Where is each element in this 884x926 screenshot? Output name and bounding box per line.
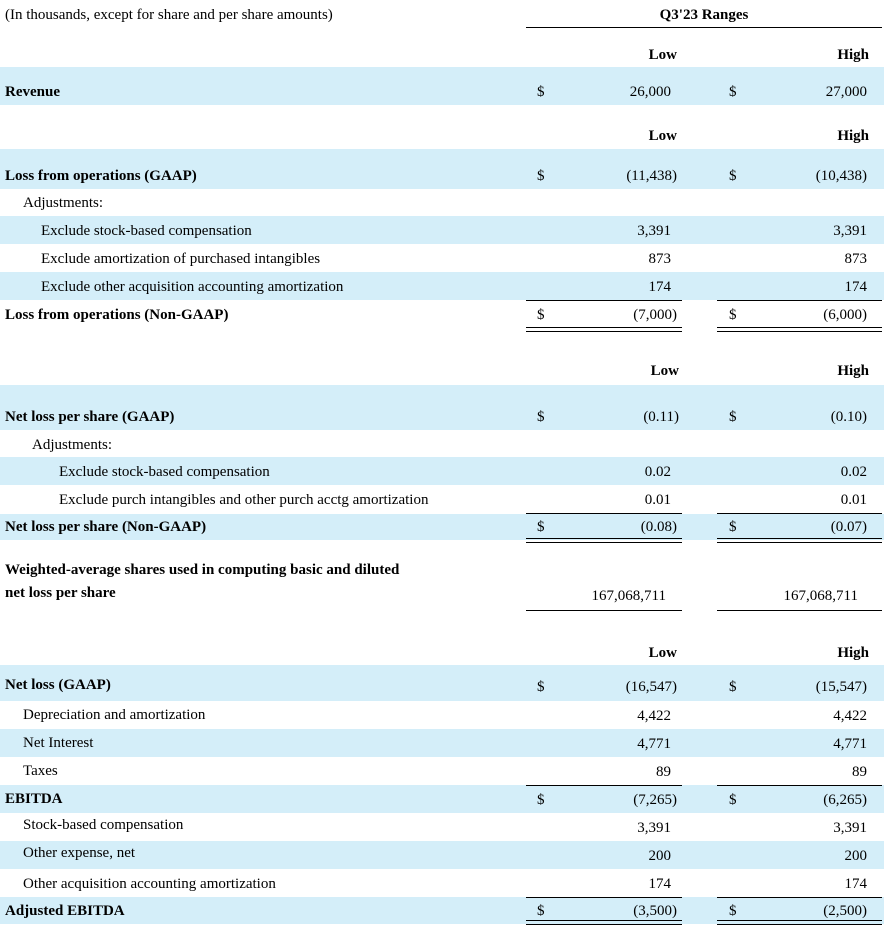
row-label: Net loss per share (Non-GAAP) [5, 519, 207, 535]
value-low: (7,000) [633, 307, 677, 323]
value-high: 27,000 [825, 84, 867, 100]
row-label: Loss from operations (Non-GAAP) [5, 307, 229, 323]
value-high: (10,438) [815, 168, 867, 184]
col-header-low: Low [648, 47, 677, 63]
revenue-row [0, 67, 884, 105]
row-label: Revenue [5, 84, 60, 100]
value-low: 167,068,711 [591, 588, 666, 604]
value-low: (16,547) [625, 679, 677, 695]
header-rule [526, 27, 882, 28]
row-label: Other expense, net [23, 845, 136, 861]
total-double-rule [526, 327, 682, 332]
value-low: (7,265) [633, 792, 677, 808]
row-label: Exclude stock-based compensation [59, 464, 270, 480]
currency-sign: $ [537, 679, 545, 695]
value-low: 0.01 [644, 492, 671, 508]
value-high: 200 [844, 848, 867, 864]
currency-sign: $ [537, 168, 545, 184]
value-high: 174 [844, 279, 867, 295]
value-low: 89 [656, 764, 671, 780]
col-header-row [0, 40, 884, 66]
row-label: Loss from operations (GAAP) [5, 168, 197, 184]
eps-gaap-row [0, 363, 884, 430]
value-low: (3,500) [633, 903, 677, 919]
value-high: (0.10) [830, 409, 867, 425]
value-low: 0.02 [644, 464, 671, 480]
value-high: 3,391 [833, 223, 867, 239]
col-header-row [0, 120, 884, 148]
currency-sign: $ [729, 679, 737, 695]
shares-row [0, 555, 884, 610]
row-label: Net loss per share (GAAP) [5, 409, 175, 425]
row-label: Net loss (GAAP) [5, 677, 111, 693]
value-high: (0.07) [830, 519, 867, 535]
value-low: 3,391 [637, 820, 671, 836]
col-header-high: High [837, 47, 869, 63]
currency-sign: $ [537, 519, 545, 535]
currency-sign: $ [729, 792, 737, 808]
value-low: (0.08) [640, 519, 677, 535]
currency-sign: $ [537, 409, 545, 425]
col-header-high: High [837, 363, 869, 379]
row-label: Stock-based compensation [23, 817, 184, 833]
row-label: Exclude stock-based compensation [41, 223, 252, 239]
currency-sign: $ [729, 409, 737, 425]
adjustments-label-row [0, 189, 884, 216]
total-double-rule [526, 920, 682, 925]
row-label: EBITDA [5, 791, 63, 807]
period-header: Q3'23 Ranges [659, 7, 749, 23]
list-item [0, 841, 884, 869]
currency-sign: $ [537, 307, 545, 323]
row-label: Exclude purch intangibles and other purch acctg amortization [59, 492, 429, 508]
value-high: 3,391 [833, 820, 867, 836]
value-low: 3,391 [637, 223, 671, 239]
row-label: Exclude other acquisition accounting amortization [41, 279, 344, 295]
currency-sign: $ [537, 903, 545, 919]
value-low: 4,422 [637, 708, 671, 724]
table-note: (In thousands, except for share and per share amounts) [5, 7, 333, 23]
value-high: 174 [844, 876, 867, 892]
value-high: 4,771 [833, 736, 867, 752]
value-high: (15,547) [815, 679, 867, 695]
col-header-row [0, 638, 884, 665]
list-item [0, 216, 884, 244]
total-double-rule [717, 920, 882, 925]
col-header-high: High [837, 645, 869, 661]
row-label: Depreciation and amortization [23, 707, 206, 723]
currency-sign: $ [537, 84, 545, 100]
value-low: 174 [648, 876, 671, 892]
row-label: Net Interest [23, 735, 94, 751]
list-item [0, 701, 884, 729]
row-label: Weighted-average shares used in computing basic and diluted [5, 562, 400, 578]
row-label: Adjustments: [32, 437, 113, 453]
subtotal-rule [717, 785, 882, 786]
loss-ops-gaap-row [0, 149, 884, 189]
list-item [0, 244, 884, 272]
list-item [0, 729, 884, 757]
value-low: 174 [648, 279, 671, 295]
value-high: 873 [844, 251, 867, 267]
value-low: 200 [648, 848, 671, 864]
currency-sign: $ [729, 168, 737, 184]
list-item [0, 757, 884, 785]
list-item [0, 869, 884, 897]
loss-ops-non-gaap-row [0, 301, 884, 329]
value-high: 89 [852, 764, 867, 780]
value-low: 873 [648, 251, 671, 267]
value-high: (2,500) [823, 903, 867, 919]
value-high: 167,068,711 [783, 588, 858, 604]
row-label: Taxes [23, 763, 58, 779]
total-double-rule [717, 327, 882, 332]
total-double-rule [526, 538, 682, 543]
currency-sign: $ [729, 903, 737, 919]
row-label: Exclude amortization of purchased intangibles [41, 251, 321, 267]
net-loss-gaap-row [0, 665, 884, 701]
list-item [0, 485, 884, 513]
value-high: 4,422 [833, 708, 867, 724]
value-high: 0.01 [840, 492, 867, 508]
currency-sign: $ [729, 519, 737, 535]
list-item [0, 272, 884, 300]
col-header-high: High [837, 128, 869, 144]
value-low: (11,438) [626, 168, 677, 184]
ebitda-row [0, 785, 884, 813]
value-high: (6,265) [823, 792, 867, 808]
row-label: Adjustments: [23, 195, 104, 211]
currency-sign: $ [729, 84, 737, 100]
col-header-low: Low [648, 128, 677, 144]
currency-sign: $ [729, 307, 737, 323]
total-rule [526, 610, 682, 611]
list-item [0, 813, 884, 841]
value-low: 26,000 [629, 84, 671, 100]
total-rule [717, 610, 882, 611]
subtotal-rule [526, 785, 682, 786]
col-header-low: Low [650, 363, 679, 379]
subtotal-rule [526, 897, 682, 898]
col-header-low: Low [648, 645, 677, 661]
value-high: (6,000) [823, 307, 867, 323]
list-item [0, 457, 884, 485]
adjustments-label-row [0, 430, 884, 457]
value-low: 4,771 [637, 736, 671, 752]
subtotal-rule [717, 897, 882, 898]
value-high: 0.02 [840, 464, 867, 480]
currency-sign: $ [537, 792, 545, 808]
total-double-rule [717, 538, 882, 543]
row-label: Other acquisition accounting amortization [23, 876, 276, 892]
row-label: Adjusted EBITDA [5, 903, 125, 919]
value-low: (0.11) [643, 409, 679, 425]
row-label: net loss per share [5, 585, 116, 601]
eps-non-gaap-row [0, 514, 884, 540]
